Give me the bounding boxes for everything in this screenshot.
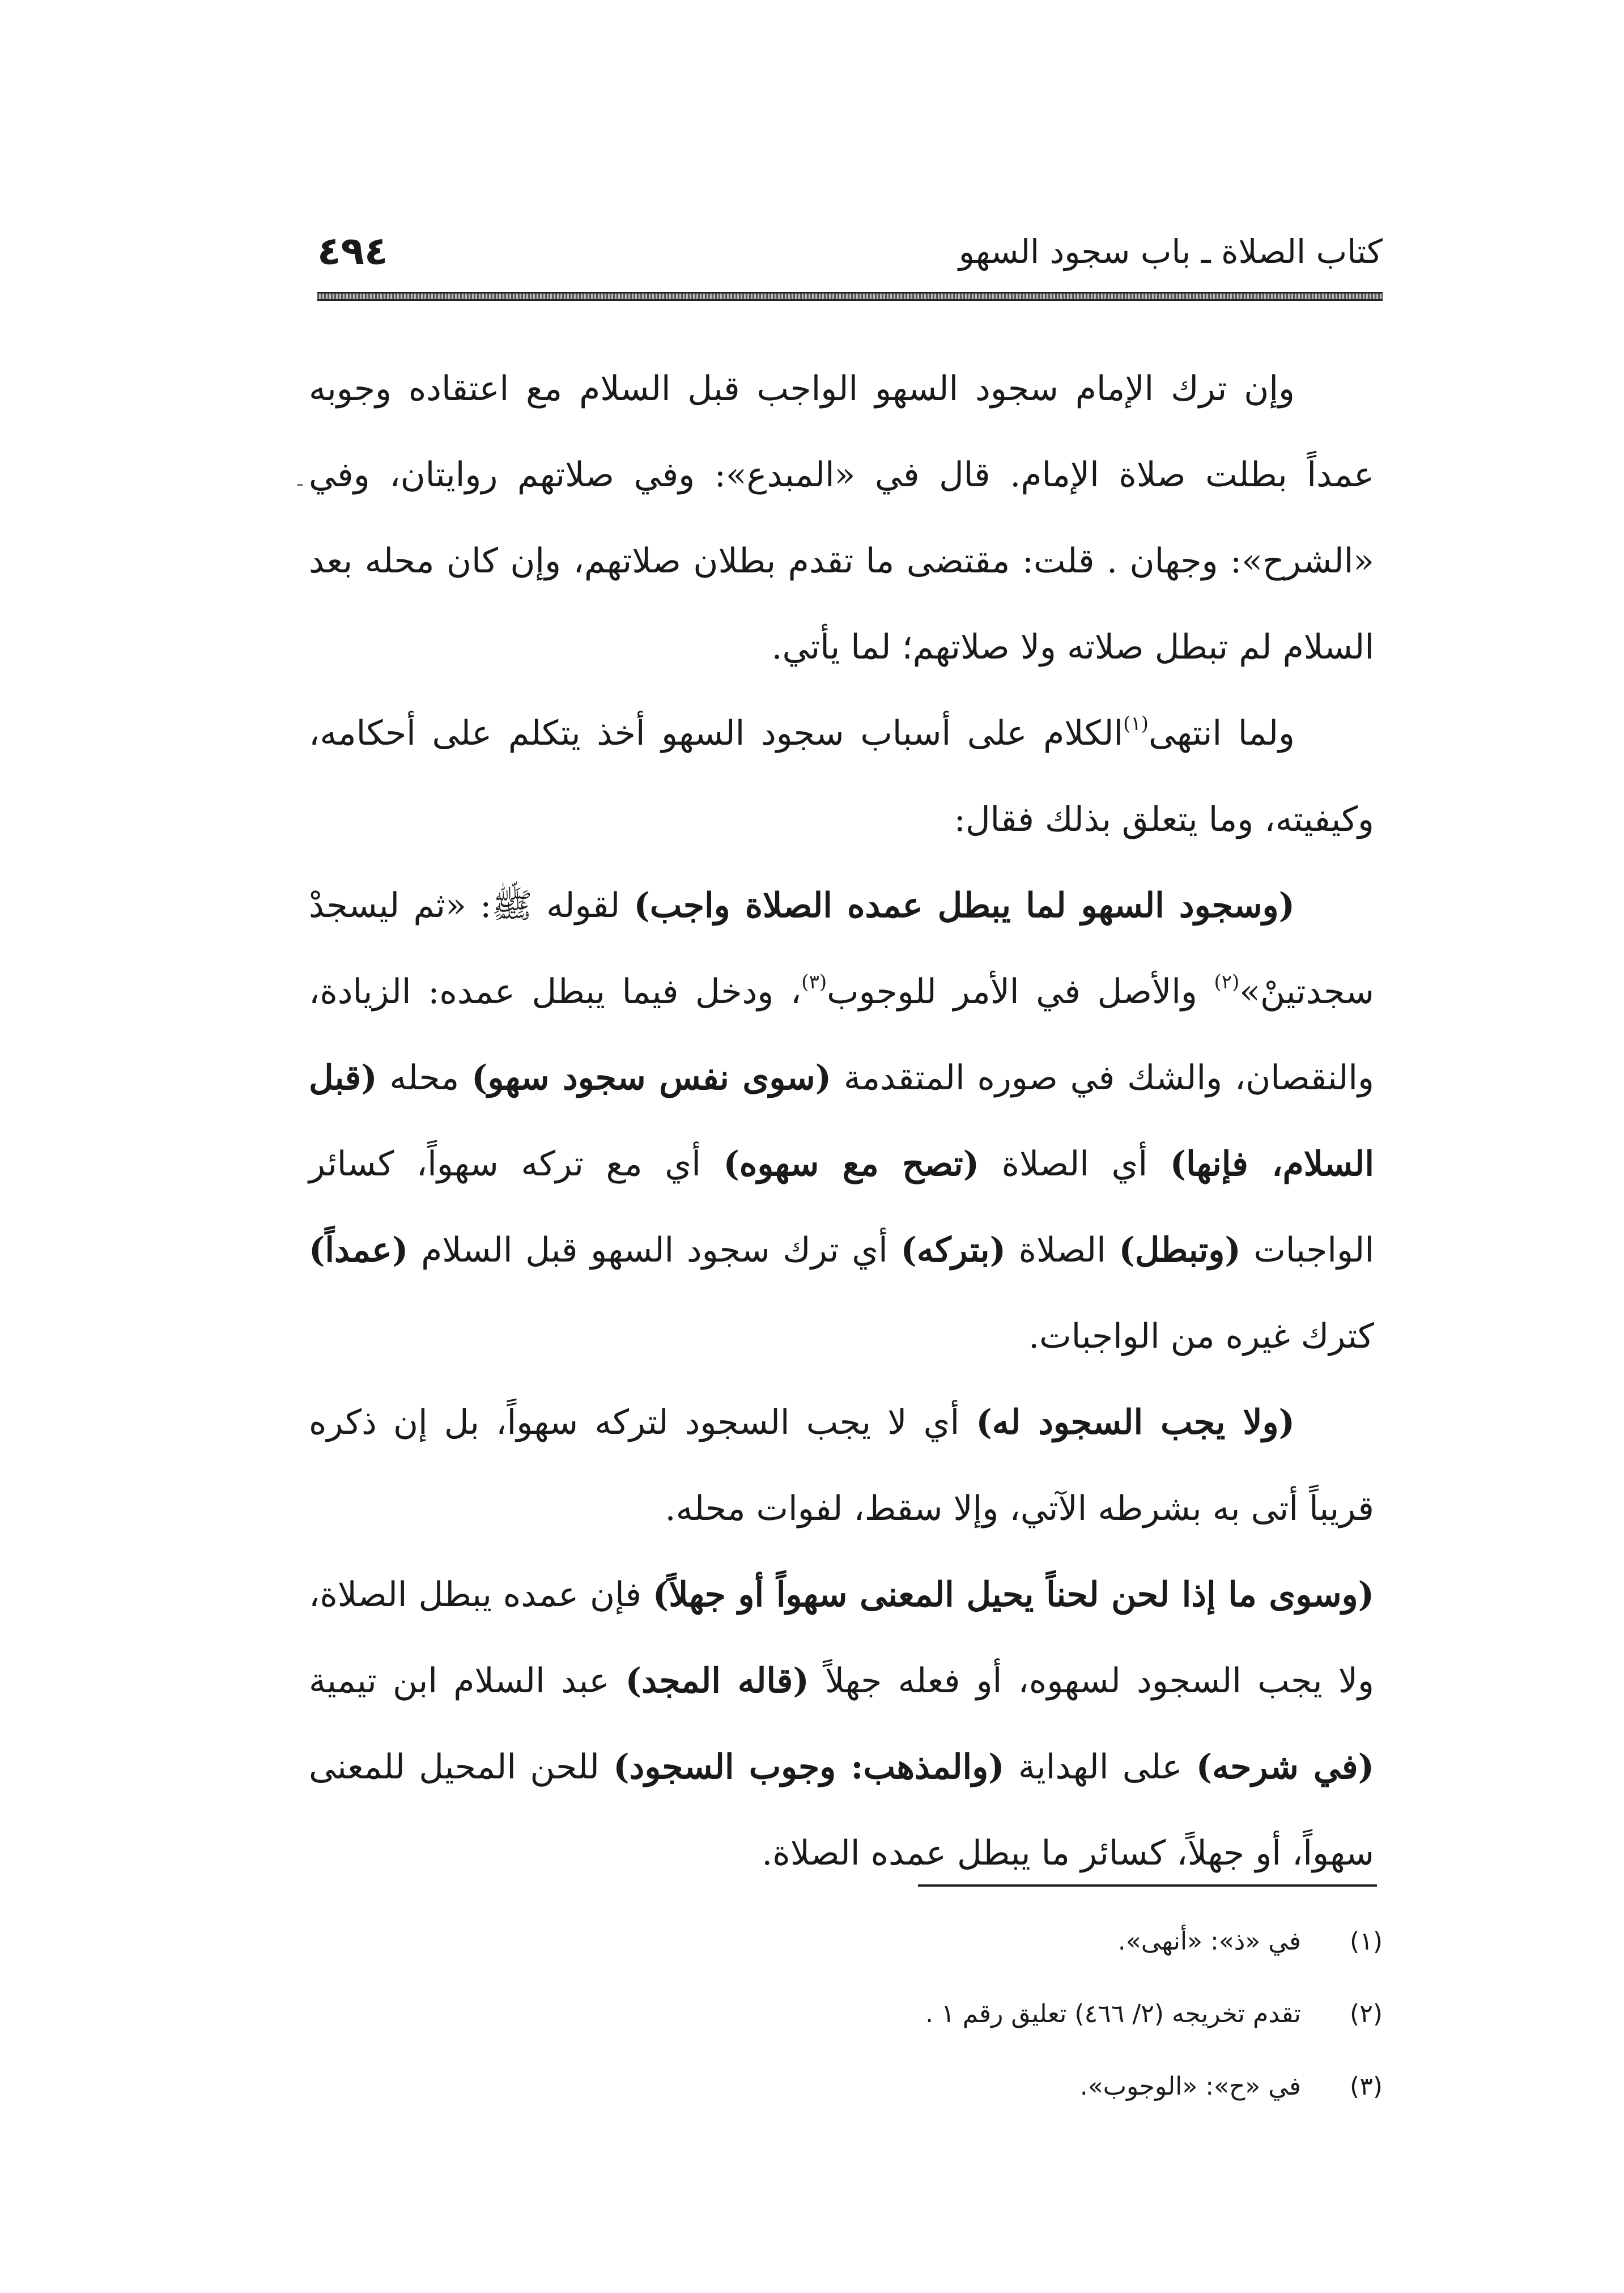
paragraph-5: (وسوى ما إذا لحن لحناً يحيل المعنى سهواً أو جهلاً) فإن عمده يبطل الصلاة، ولا يجب السجود لسهوه، أو فعله جهلاً (قاله المجد) عبد السلام ابن تيمية (في شرحه) على الهداية (والمذهب: وجوب السجود) للحن المحيل للمعنى سهواً، أو جهلاً، كسائر ما يبطل عمده الصلاة. [309, 1575, 1375, 1873]
paragraph-3: (وسجود السهو لما يبطل عمده الصلاة واجب) لقوله ﷺ: «ثم ليسجدْ سجدتينْ»$^{(٢)}$ والأصل في الأمر للوجوب$^{(٣)}$، ودخل فيما يبطل عمده: الزيادة، والنقصان، والشك في صوره المتقدمة (سوى نفس سجود سهو) محله (قبل السلام، فإنها) أي الصلاة (تصح مع سهوه) أي مع تركه سهواً، كسائر الواجبات (وتبطل) الصلاة (بتركه) أي ترك سجود السهو قبل السلام (عمداً) كترك غيره من الواجبات. [309, 886, 1374, 1356]
footnote-ref-1[interactable]: (١) [1123, 712, 1149, 735]
footnote-number: (٢) [1350, 1999, 1383, 2028]
paragraph-2: ولما انتهى$^{(١)}$الكلام على أسباب سجود السهو أخذ يتكلم على أحكامه، وكيفيته، وما يتعلق بذلك فقال: [309, 712, 1374, 839]
footnote-1 [317, 1927, 1383, 1999]
page-number: ٤٩٤ [317, 229, 388, 274]
footnote-text: في «ذ»: «أنهى». [1117, 1927, 1301, 1956]
page-header [317, 227, 1383, 289]
running-title: كتاب الصلاة ـ باب سجود السهو [958, 232, 1383, 271]
footnote-number: (١) [1350, 1927, 1383, 1956]
paragraph-1: وإن ترك الإمام سجود السهو الواجب قبل السلام مع اعتقاده وجوبه عمداً بطلت صلاة الإمام. قال في «المبدع»: وفي صلاتهم روايتان، وفي «الشرح»: وجهان . قلت: مقتضى ما تقدم بطلان صلاتهم، وإن كان محله بعد السلام لم تبطل صلاته ولا صلاتهم؛ لما يأتي. [309, 369, 1374, 667]
footnote-text: في «ح»: «الوجوب». [1079, 2072, 1301, 2101]
footnotes [317, 1927, 1383, 2145]
header-rule [317, 292, 1383, 301]
main-text [309, 346, 1374, 1896]
footnote-separator [918, 1884, 1377, 1887]
footnote-text: تقدم تخريجه (٢/ ٤٦٦) تعليق رقم ١ . [925, 1999, 1301, 2028]
paragraph-4: (ولا يجب السجود له) أي لا يجب السجود لتركه سهواً، بل إن ذكره قريباً أتى به بشرطه الآتي، وإلا سقط، لفوات محله. [309, 1403, 1374, 1528]
footnote-ref-2[interactable]: (٢) [1214, 971, 1240, 993]
footnote-2 [317, 1999, 1383, 2072]
footnote-ref-3[interactable]: (٣) [801, 971, 827, 993]
footnote-3 [317, 2072, 1383, 2145]
footnote-number: (٣) [1350, 2072, 1383, 2101]
margin-mark: ـ [297, 470, 303, 490]
